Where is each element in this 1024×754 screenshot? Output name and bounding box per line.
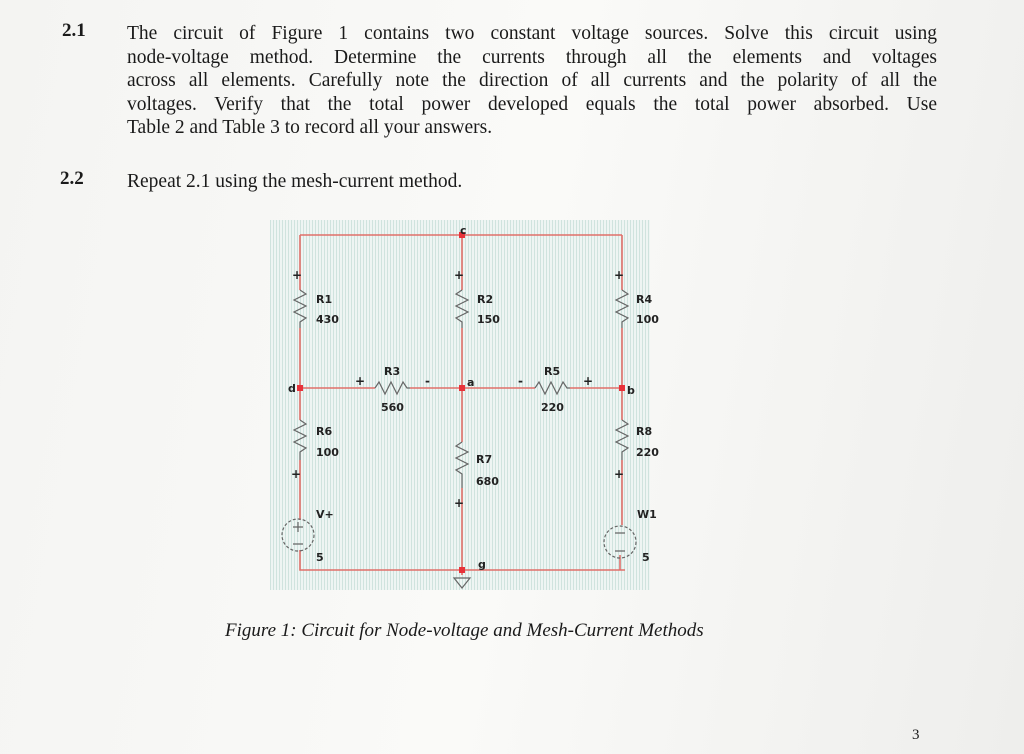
section-2-1-text [127,22,937,140]
r2-value: 150 [477,313,500,326]
node-a-label: a [467,376,475,389]
node-a-dot [459,385,465,391]
r7-name: R7 [476,453,493,466]
svg-text:-: - [425,374,430,388]
node-g-dot [459,567,465,573]
page-number: 3 [912,727,920,743]
r3-value: 560 [381,401,404,414]
w1-source-value: 5 [642,551,650,564]
text-line: The circuit of Figure 1 contains two constant voltage sources. Solve this circuit using [127,23,937,44]
node-c-label: c [460,224,467,237]
v-source-value: 5 [316,551,324,564]
v-source-name: V+ [316,508,334,521]
node-b-dot [619,385,625,391]
circuit-diagram [270,220,659,590]
r4-name: R4 [636,293,653,306]
r7-value: 680 [476,475,499,488]
r2-name: R2 [477,293,494,306]
svg-text:+: + [291,467,302,481]
svg-text:+: + [454,496,465,510]
node-d-dot [297,385,303,391]
text-line: node-voltage method. Determine the currents through all the elements and voltages [127,46,937,68]
r5-value: 220 [541,401,564,414]
r5-name: R5 [544,365,561,378]
node-g-label: g [478,558,486,571]
w1-source-name: W1 [637,508,657,521]
r1-value: 430 [316,313,339,326]
svg-text:-: - [518,374,523,388]
svg-text:+: + [454,268,465,282]
svg-text:+: + [355,374,366,388]
r6-value: 100 [316,446,339,459]
text-line: Repeat 2.1 using the mesh-current method. [127,171,463,192]
node-d-label: d [288,382,296,395]
r1-name: R1 [316,293,333,306]
text-line: across all elements. Carefully note the direction of all currents and the polarity of all the [127,70,937,91]
section-number-2-1: 2.1 [62,20,86,41]
section-number-2-2: 2.2 [60,168,84,189]
text-line: voltages. Verify that the total power developed equals the total power absorbed. Use [127,93,937,115]
svg-text:+: + [614,467,625,481]
r3-name: R3 [384,365,401,378]
svg-text:+: + [614,268,625,282]
r6-name: R6 [316,425,333,438]
svg-text:+: + [583,374,594,388]
node-b-label: b [627,384,635,397]
text-line: Table 2 and Table 3 to record all your answers. [127,117,493,138]
r8-value: 220 [636,446,659,459]
r8-name: R8 [636,425,653,438]
figure-caption: Figure 1: Circuit for Node-voltage and Mesh-Current Methods [225,620,704,641]
section-2-2-text [127,170,937,194]
r4-value: 100 [636,313,659,326]
svg-text:+: + [292,268,303,282]
